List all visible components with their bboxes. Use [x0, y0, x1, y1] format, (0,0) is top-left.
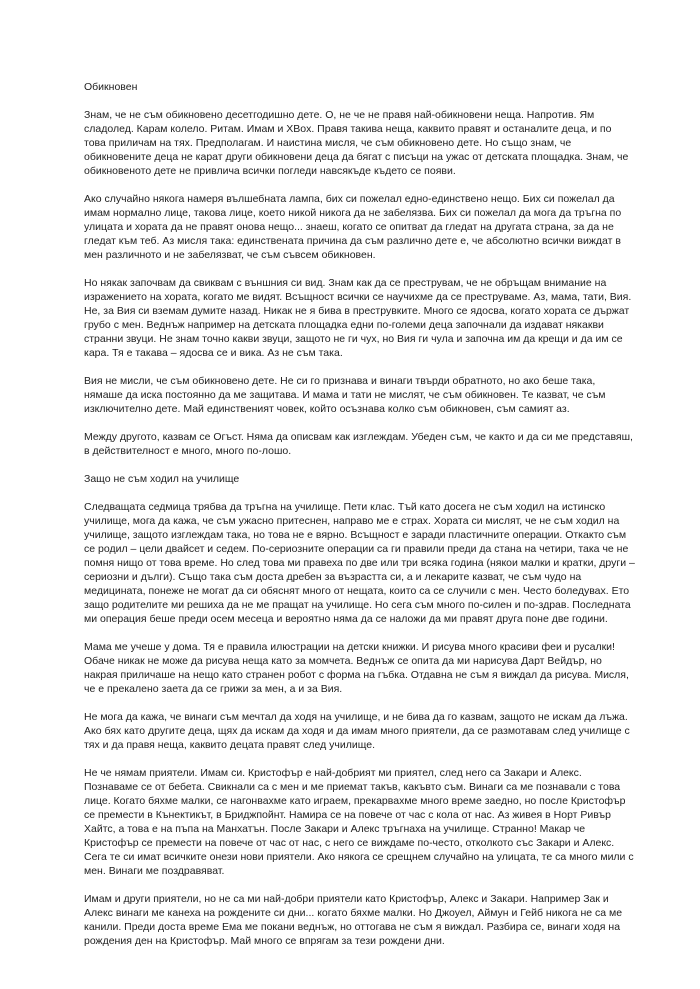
- paragraph: Ако случайно някога намеря вълшебната лампа, бих си пожелал едно-единствено нещо. Бих си пожелал да имам нормално лице, такова лице, което никой никога да не забелязва. Бих си пожелал да мога да тръгна по улицата и хората да не правят онова нещо... знаеш, когато се опитват да гледат на другата страна, за да не гледат към теб. Аз мисля така: единствената причина да съм различно дете е, че абсолютно всички виждат в мен различното и не забелязват, че съм съвсем обикновен.: [84, 193, 622, 261]
- paragraph: Не че нямам приятели. Имам си. Кристофър е най-добрият ми приятел, след него са Закари и Алекс. Познаваме се от бебета. Свикнали са с мен и ме приемат такъв, какъвто съм. Винаги са ме познавали с това лице. Когато бяхме малки, се нагонвахме като играем, прекарвахме много време заедно, но после Кристофър се премести в Кънектикът, в Бриджпойнт. Намира се на повече от час с кола от нас. Аз живея в Норт Ривър Хайтс, а това е на пъпа на Манхатън. После Закари и Алекс тръгнаха на училище. Странно! Макар че Кристофър се премести на повече от час от нас, с него се виждаме по-често, отколкото със Закари и Алекс. Сега те си имат всичките онези нови приятели. Ако някога се срещнем случайно на улицата, те са много мили с мен. Винаги ме поздравяват.: [84, 767, 634, 877]
- paragraph: Следващата седмица трябва да тръгна на училище. Пети клас. Тъй като досега не съм ходил на истинско училище, мога да кажа, че съм ужасно притеснен, направо ме е страх. Хората си мислят, че не съм ходил на училище, защото изглеждам така, но това не е вярно. Всъщност е заради пластичните операции. Откакто съм се родил – цели двайсет и седем. По-сериозните операции са ги правили преди да стана на четири, така че не помня нищо от това време. Но след това ми правеха по две или три всяка година (някои малки и кратки, други – сериозни и дълги). Също така съм доста дребен за възрастта си, а и лекарите казват, че съм чудо на медицината, понеже не могат да си обяснят много от нещата, които са се случили с мен. Често боледувах. Ето защо родителите ми решиха да не ме пращат на училище. Но сега съм много по-силен и по-здрав. Последната ми операция беше преди осем месеца и вероятно няма да се наложи да ми правят друга поне две години.: [84, 501, 635, 625]
- paragraph: Но някак започвам да свиквам с външния си вид. Знам как да се преструвам, че не обръщам внимание на изражението на хората, когато ме видят. Всъщност всички се научихме да се преструваме. Аз, мама, тати, Вия. Не, за Вия си вземам думите назад. Никак не я бива в преструвките. Много се ядосва, когато хората се държат грубо с мен. Веднъж например на детската площадка едни по-големи деца започнали да издават някакви странни звуци. Не знам точно какви звуци, защото не ги чух, но Вия ги чула и започна им да крещи и да им се кара. Тя е такава – ядосва се и вика. Аз не съм така.: [84, 277, 632, 359]
- document-page: [84, 80, 636, 962]
- section-heading: Защо не съм ходил на училище: [84, 473, 240, 485]
- paragraph: Знам, че не съм обикновено десетгодишно дете. О, не че не правя най-обикновени неща. Напротив. Ям сладолед. Карам колело. Ритам. Имам и XBox. Правя такива неща, каквито правят и останалите деца, и по това приличам на тях. Предполагам. И наистина мисля, че съм обикновено дете. Но също знам, че обикновените деца не карат други обикновени деца да бягат с писъци на ужас от детската площадка. Знам, че обикновеното дете не привлича всички погледи навсякъде където се появи.: [84, 109, 629, 177]
- paragraph: Мама ме учеше у дома. Тя е правила илюстрации на детски книжки. И рисува много красиви феи и русалки! Обаче никак не може да рисува неща като за момчета. Веднъж се опита да ми нарисува Дарт Вейдър, но накрая приличаше на нещо като странен робот с форма на гъбка. Отдавна не съм я виждал да рисува. Мисля, че е прекалено заета да се грижи за мен, а и за Вия.: [84, 641, 629, 695]
- paragraph: Между другото, казвам се Огъст. Няма да описвам как изглеждам. Убеден съм, че както и да си ме представяш, в действителност е много, много по-лошо.: [84, 431, 633, 457]
- paragraph: Имам и други приятели, но не са ми най-добри приятели като Кристофър, Алекс и Закари. Например Зак и Алекс винаги ме канеха на рождените си дни... когато бяхме малки. Но Джоуел, Аймун и Гейб никога не са ме канили. Преди доста време Ема ме покани веднъж, но оттогава не съм я виждал. Разбира се, винаги ходя на рождения ден на Кристофър. Май много се впрягам за тези рождени дни.: [84, 893, 623, 947]
- paragraph: Вия не мисли, че съм обикновено дете. Не си го признава и винаги твърди обратното, но ако беше така, нямаше да иска постоянно да ме защитава. И мама и тати не мислят, че съм обикновен. Те казват, че съм изключително дете. Май единственият човек, който осъзнава колко съм обикновен, съм самият аз.: [84, 375, 606, 415]
- paragraph: Не мога да кажа, че винаги съм мечтал да ходя на училище, и не бива да го казвам, защото не искам да лъжа. Ако бях като другите деца, щях да искам да ходя и да имам много приятели, да се размотавам след училище с тях и да правя неща, каквито децата правят след училище.: [84, 711, 630, 751]
- document-title: Обикновен: [84, 81, 138, 93]
